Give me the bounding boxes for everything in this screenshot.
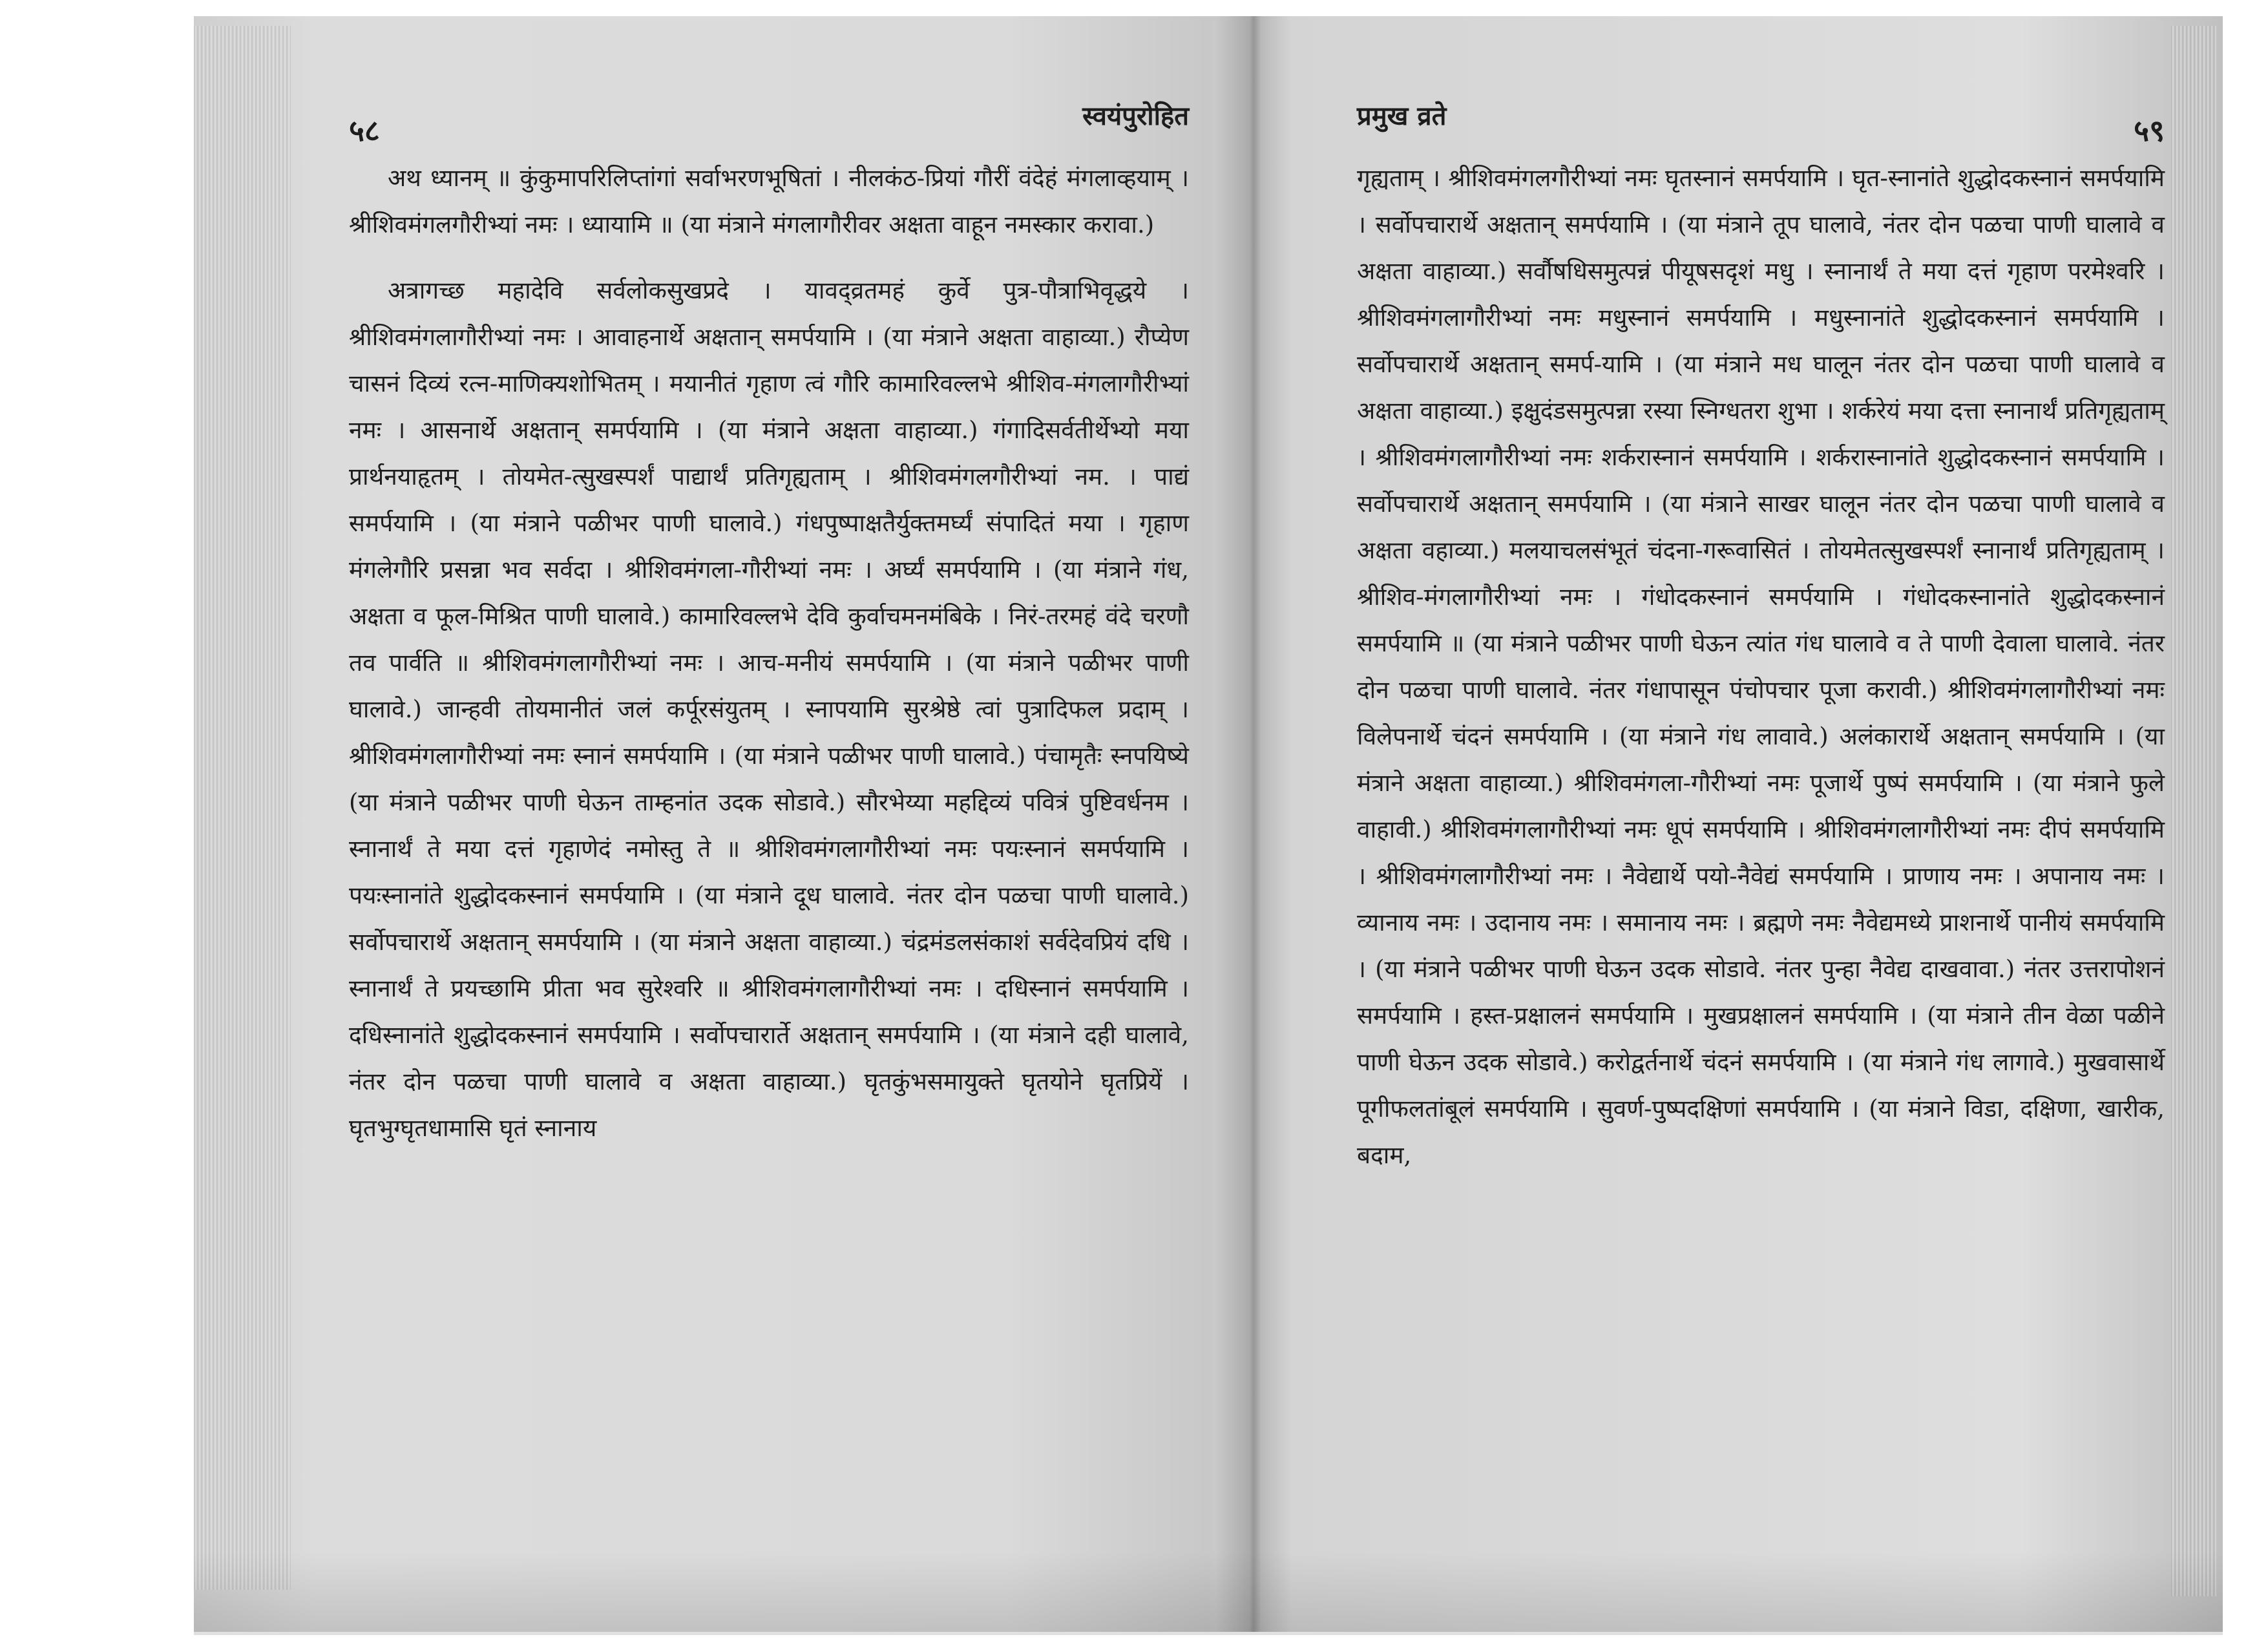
book-gutter	[1215, 16, 1292, 1632]
left-paragraph-dhyanam: अथ ध्यानम् ॥ कुंकुमापरिलिप्तांगां सर्वाभरणभूषितां । नीलकंठ-प्रियां गौरीं वंदेहं मंगलाव्हयाम् । श्रीशिवमंगलगौरीभ्यां नमः । ध्यायामि ॥ (या मंत्राने मंगलागौरीवर अक्षता वाहून नमस्कार करावा.)	[349, 164, 1189, 238]
left-page	[349, 97, 1189, 1171]
bottom-shadow	[194, 1551, 2223, 1635]
left-page-number: ५८	[349, 113, 380, 148]
left-running-head: स्वयंपुरोहित	[1082, 101, 1189, 131]
left-paragraph-avahanam: अत्रागच्छ महादेवि सर्वलोकसुखप्रदे । यावद्व्रतमहं कुर्वे पुत्र-पौत्राभिवृद्धये । श्रीशिवमंगलागौरीभ्यां नमः । आवाहनार्थे अक्षतान् समर्पयामि । (या मंत्राने अक्षता वाहाव्या.) रौप्येण चासनं दिव्यं रत्न-माणिक्यशोभितम् । मयानीतं गृहाण त्वं गौरि कामारिवल्लभे श्रीशिव-मंगलागौरीभ्यां नमः । आसनार्थे अक्षतान् समर्पयामि । (या मंत्राने अक्षता वाहाव्या.) गंगादिसर्वतीर्थेभ्यो मया प्रार्थनयाहृतम् । तोयमेत-त्सुखस्पर्शं पाद्यार्थं प्रतिगृह्यताम् । श्रीशिवमंगलगौरीभ्यां नम. । पाद्यं समर्पयामि । (या मंत्राने पळीभर पाणी घालावे.) गंधपुष्पाक्षतैर्युक्तमर्घ्यं संपादितं मया । गृहाण मंगलेगौरि प्रसन्ना भव सर्वदा । श्रीशिवमंगला-गौरीभ्यां नमः । अर्घ्यं समर्पयामि । (या मंत्राने गंध, अक्षता व फूल-मिश्रित पाणी घालावे.) कामारिवल्लभे देवि कुर्वाचमनमंबिके । निरं-तरमहं वंदे चरणौ तव पार्वति ॥ श्रीशिवमंगलागौरीभ्यां नमः । आच-मनीयं समर्पयामि । (या मंत्राने पळीभर पाणी घालावे.) जान्हवी तोयमानीतं जलं कर्पूरसंयुतम् । स्नापयामि सुरश्रेष्ठे त्वां पुत्रादिफल प्रदाम् । श्रीशिवमंगलागौरीभ्यां नमः स्नानं समर्पयामि । (या मंत्राने पळीभर पाणी घालावे.) पंचामृतैः स्नपयिष्ये (या मंत्राने पळीभर पाणी घेऊन ताम्हनांत उदक सोडावे.) सौरभेय्या महद्दिव्यं पवित्रं पुष्टिवर्धनम । स्नानार्थं ते मया दत्तं गृहाणेदं नमोस्तु ते ॥ श्रीशिवमंगलागौरीभ्यां नमः पयःस्नानं समर्पयामि । पयःस्नानांते शुद्धोदकस्नानं समर्पयामि । (या मंत्राने दूध घालावे. नंतर दोन पळचा पाणी घालावे.) सर्वोपचारार्थे अक्षतान् समर्पयामि । (या मंत्राने अक्षता वाहाव्या.) चंद्रमंडलसंकाशं सर्वदेवप्रियं दधि । स्नानार्थं ते प्रयच्छामि प्रीता भव सुरेश्वरि ॥ श्रीशिवमंगलागौरीभ्यां नमः । दधिस्नानं समर्पयामि । दधिस्नानांते शुद्धोदकस्नानं समर्पयामि । सर्वोपचारार्ते अक्षतान् समर्पयामि । (या मंत्राने दही घालावे, नंतर दोन पळचा पाणी घालावे व अक्षता वाहाव्या.) घृतकुंभसमायुक्ते घृतयोने घृतप्रियें । घृतभुग्घृतधामासि घृतं स्नानाय	[349, 277, 1189, 1142]
right-running-head: प्रमुख व्रते	[1357, 101, 1447, 131]
right-page-header	[1357, 97, 2165, 155]
right-page-stack-edges	[2171, 26, 2216, 1596]
left-page-header	[349, 97, 1189, 155]
right-paragraph-snanam: गृह्यताम् । श्रीशिवमंगलगौरीभ्यां नमः घृतस्नानं समर्पयामि । घृत-स्नानांते शुद्धोदकस्नानं समर्पयामि । सर्वोपचारार्थे अक्षतान् समर्पयामि । (या मंत्राने तूप घालावे, नंतर दोन पळचा पाणी घालावे व अक्षता वाहाव्या.) सर्वौषधिसमुत्पन्नं पीयूषसदृशं मधु । स्नानार्थं ते मया दत्तं गृहाण परमेश्वरि । श्रीशिवमंगलागौरीभ्यां नमः मधुस्नानं समर्पयामि । मधुस्नानांते शुद्धोदकस्नानं समर्पयामि । सर्वोपचारार्थे अक्षतान् समर्प-यामि । (या मंत्राने मध घालून नंतर दोन पळचा पाणी घालावे व अक्षता वाहाव्या.) इक्षुदंडसमुत्पन्ना रस्या स्निग्धतरा शुभा । शर्करेयं मया दत्ता स्नानार्थं प्रतिगृह्यताम् । श्रीशिवमंगलागौरीभ्यां नमः शर्करास्नानं समर्पयामि । शर्करास्नानांते शुद्धोदकस्नानं समर्पयामि । सर्वोपचारार्थे अक्षतान् समर्पयामि । (या मंत्राने साखर घालून नंतर दोन पळचा पाणी घालावे व अक्षता वहाव्या.) मलयाचलसंभूतं चंदना-गरूवासितं । तोयमेतत्सुखस्पर्शं स्नानार्थं प्रतिगृह्यताम् । श्रीशिव-मंगलागौरीभ्यां नमः । गंधोदकस्नानं समर्पयामि । गंधोदकस्नानांते शुद्धोदकस्नानं समर्पयामि ॥ (या मंत्राने पळीभर पाणी घेऊन त्यांत गंध घालावे व ते पाणी देवाला घालावे. नंतर दोन पळचा पाणी घालावे. नंतर गंधापासून पंचोपचार पूजा करावी.) श्रीशिवमंगलागौरीभ्यां नमः विलेपनार्थे चंदनं समर्पयामि । (या मंत्राने गंध लावावे.) अलंकारार्थे अक्षतान् समर्पयामि । (या मंत्राने अक्षता वाहाव्या.) श्रीशिवमंगला-गौरीभ्यां नमः पूजार्थे पुष्पं समर्पयामि । (या मंत्राने फुले वाहावी.) श्रीशिवमंगलागौरीभ्यां नमः धूपं समर्पयामि । श्रीशिवमंगलागौरीभ्यां नमः दीपं समर्पयामि । श्रीशिवमंगलागौरीभ्यां नमः । नैवेद्यार्थे पयो-नैवेद्यं समर्पयामि । प्राणाय नमः । अपानाय नमः । व्यानाय नमः । उदानाय नमः । समानाय नमः । ब्रह्मणे नमः नैवेद्यमध्ये प्राशनार्थे पानीयं समर्पयामि । (या मंत्राने पळीभर पाणी घेऊन उदक सोडावे. नंतर पुन्हा नैवेद्य दाखवावा.) नंतर उत्तरापोशनं समर्पयामि । हस्त-प्रक्षालनं समर्पयामि । मुखप्रक्षालनं समर्पयामि । (या मंत्राने तीन वेळा पळीने पाणी घेऊन उदक सोडावे.) करोद्वर्तनार्थे चंदनं समर्पयामि । (या मंत्राने गंध लागावे.) मुखवासार्थे पूगीफलतांबूलं समर्पयामि । सुवर्ण-पुष्पदक्षिणां समर्पयामि । (या मंत्राने विडा, दक्षिणा, खारीक, बदाम,	[1357, 164, 2165, 1169]
right-page	[1357, 97, 2165, 1198]
left-page-stack-edges	[194, 26, 291, 1590]
right-page-number: ५९	[2134, 113, 2165, 148]
